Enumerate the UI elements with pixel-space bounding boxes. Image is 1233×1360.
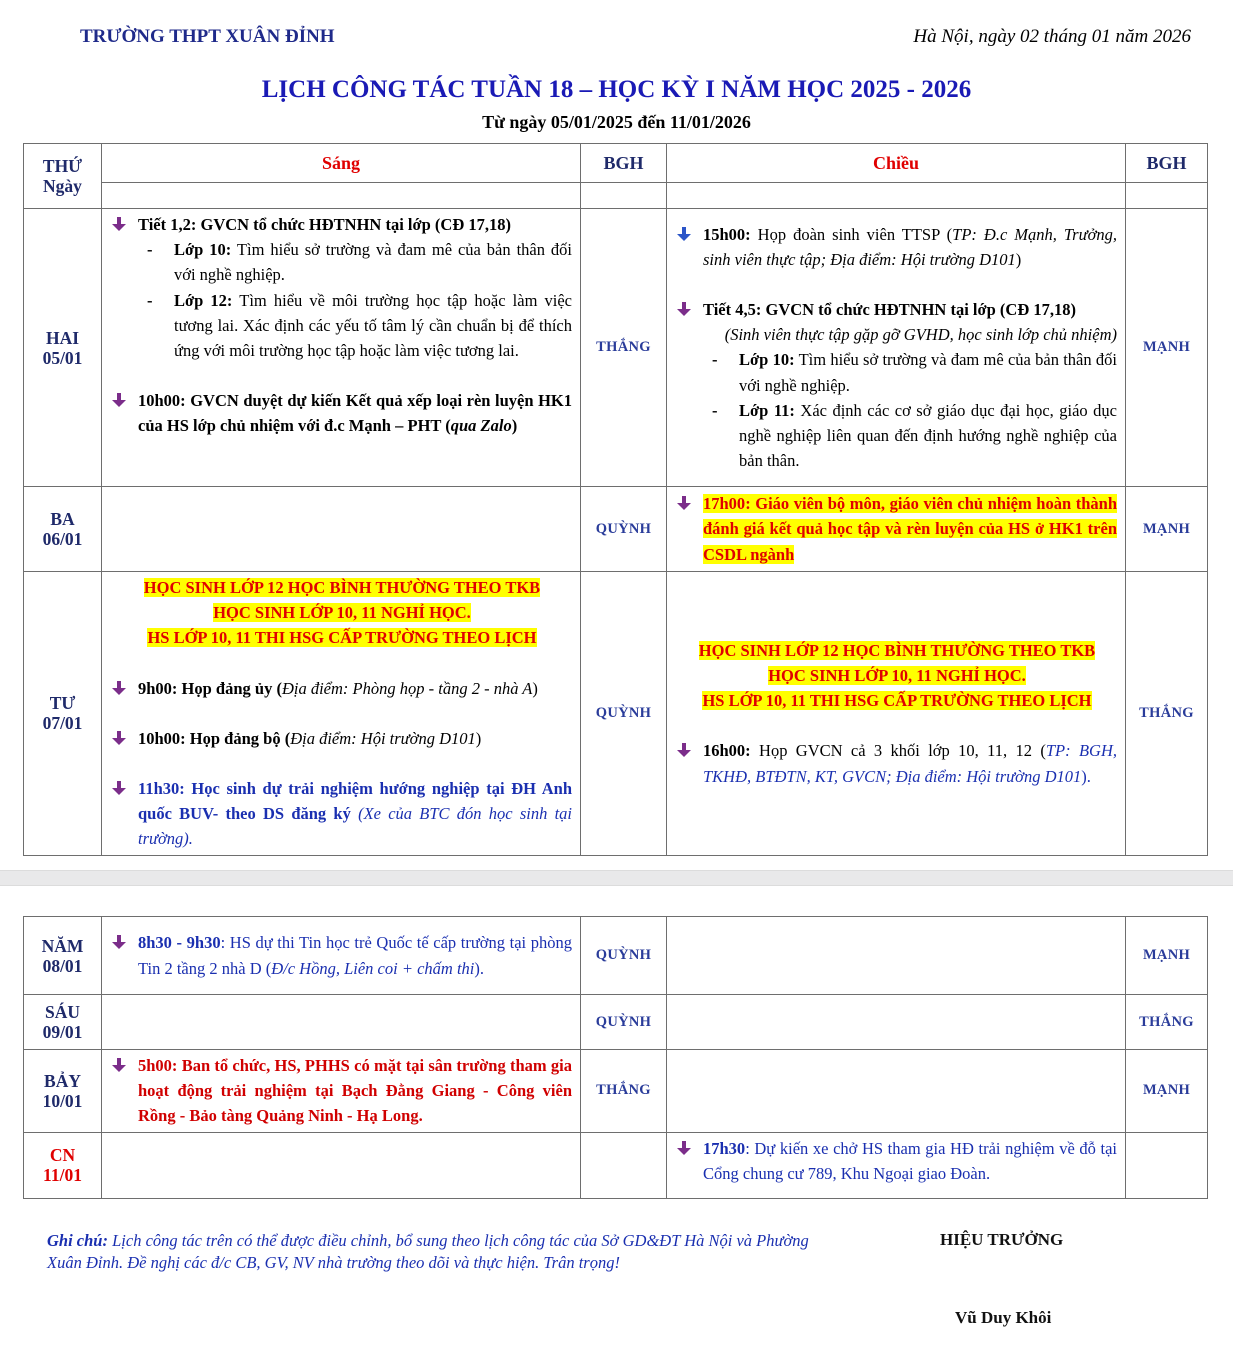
list-item: 8h30 - 9h30: HS dự thi Tin học trẻ Quốc tế cấp trường tại phòng Tin 2 tầng 2 nhà D (Đ/c Hồng, Liên coi + chấm thi). bbox=[112, 930, 572, 980]
bgh-am-thu: QUỲNH bbox=[581, 917, 667, 995]
list-item: Tiết 4,5: GVCN tổ chức HĐTNHN tại lớp (CĐ 17,18) bbox=[677, 297, 1117, 322]
bgh-pm-sat: MẠNH bbox=[1126, 1050, 1208, 1133]
table-row bbox=[24, 917, 1208, 995]
list-item: 15h00: Họp đoàn sinh viên TTSP (TP: Đ.c Mạnh, Trưởng, sinh viên thực tập; Địa điểm: Hội trường D101) bbox=[677, 222, 1117, 272]
afternoon-cell-tue bbox=[667, 487, 1126, 572]
signer-name: Vũ Duy Khôi bbox=[955, 1308, 1052, 1327]
down-arrow-icon bbox=[112, 393, 126, 407]
day-column-header bbox=[24, 144, 102, 209]
bgh-pm-sun bbox=[1126, 1132, 1208, 1198]
day-cell-mon: HAI 05/01 bbox=[24, 209, 102, 487]
day-cell-sat: BẢY 10/01 bbox=[24, 1050, 102, 1133]
note-text: Lịch công tác trên có thể được điều chỉnh, bổ sung theo lịch công tác của Sở GD&ĐT Hà Nội và Phường Xuân Đỉnh. Đề nghị các đ/c CB, GV, NV nhà trường theo dõi và thực hiện. Trân trọng! bbox=[47, 1231, 809, 1272]
announcement: HỌC SINH LỚP 10, 11 NGHỈ HỌC. bbox=[768, 666, 1026, 685]
list-item: - Lớp 12: Tìm hiểu về môi trường học tập hoặc làm việc tương lai. Xác định các yếu tố tâm lý cần chuẩn bị để thích ứng với môi trường học tập hoặc làm việc tương lai. bbox=[147, 290, 573, 361]
down-arrow-icon bbox=[677, 227, 691, 241]
footer-note bbox=[47, 1230, 817, 1274]
page-title: LỊCH CÔNG TÁC TUẦN 18 – HỌC KỲ I NĂM HỌC 2025 - 2026 bbox=[261, 76, 972, 103]
day-cell-fri: SÁU 09/01 bbox=[24, 995, 102, 1050]
down-arrow-icon bbox=[677, 743, 691, 757]
date-line: Hà Nội, ngày 02 tháng 01 năm 2026 bbox=[913, 26, 1191, 47]
bgh-am-tue: QUỲNH bbox=[581, 487, 667, 572]
list-item: - Lớp 10: Tìm hiểu sở trường và đam mê của bản thân đối với nghề nghiệp. bbox=[147, 240, 572, 285]
afternoon-cell-thu bbox=[667, 917, 1126, 995]
morning-cell-sat bbox=[102, 1050, 581, 1133]
list-item: 16h00: Họp GVCN cả 3 khối lớp 10, 11, 12 (TP: BGH, TKHĐ, BTĐTN, KT, GVCN; Địa điểm: Hội trường D101). bbox=[677, 738, 1117, 788]
note-label: Ghi chú: bbox=[47, 1231, 108, 1250]
day-cell-thu: NĂM 08/01 bbox=[24, 917, 102, 995]
bgh-pm-mon: MẠNH bbox=[1126, 209, 1208, 487]
bgh-pm-thu: MẠNH bbox=[1126, 917, 1208, 995]
school-name: TRƯỜNG THPT XUÂN ĐỈNH bbox=[80, 26, 335, 47]
table-row bbox=[24, 1132, 1208, 1198]
list-item: 10h00: Họp đảng bộ (Địa điểm: Hội trường D101) bbox=[112, 726, 572, 751]
down-arrow-icon bbox=[112, 217, 126, 231]
table-row bbox=[24, 487, 1208, 572]
morning-cell-fri bbox=[102, 995, 581, 1050]
schedule-table-bottom bbox=[23, 916, 1208, 1199]
bgh-pm-fri: THẮNG bbox=[1126, 995, 1208, 1050]
announcement: HỌC SINH LỚP 12 HỌC BÌNH THƯỜNG THEO TKB bbox=[698, 640, 1096, 660]
pm-note: (Sinh viên thực tập gặp gỡ GVHD, học sinh lớp chủ nhiệm) bbox=[724, 325, 1117, 345]
down-arrow-icon bbox=[112, 731, 126, 745]
principal-title: HIỆU TRƯỞNG bbox=[940, 1230, 1064, 1249]
schedule-table-top bbox=[23, 143, 1208, 856]
thu-label: THỨ bbox=[42, 156, 83, 176]
bgh-am-sun bbox=[581, 1132, 667, 1198]
list-item: 17h00: Giáo viên bộ môn, giáo viên chủ nhiệm hoàn thành đánh giá kết quả học tập và rèn luyện của HS ở HK1 trên CSDL ngành bbox=[677, 491, 1117, 567]
bgh-pm-wed: THẮNG bbox=[1126, 572, 1208, 856]
list-item: - Lớp 10: Tìm hiểu sở trường và đam mê của bản thân đối với nghề nghiệp. bbox=[712, 350, 1117, 395]
bgh-pm-column-header: BGH bbox=[1126, 144, 1208, 183]
list-item: 10h00: GVCN duyệt dự kiến Kết quả xếp loại rèn luyện HK1 của HS lớp chủ nhiệm với đ.c Mạnh – PHT (qua Zalo) bbox=[112, 388, 572, 438]
bgh-am-sat: THẮNG bbox=[581, 1050, 667, 1133]
list-item: 9h00: Họp đảng ủy (Địa điểm: Phòng họp - tầng 2 - nhà A) bbox=[112, 676, 572, 701]
list-item: - Lớp 11: Xác định các cơ sở giáo dục đại học, giáo dục nghề nghiệp liên quan đến định hướng nghề nghiệp của bản thân. bbox=[712, 400, 1117, 471]
list-item: Tiết 1,2: GVCN tổ chức HĐTNHN tại lớp (CĐ 17,18) bbox=[112, 212, 572, 237]
list-item: 11h30: Học sinh dự trải nghiệm hướng nghiệp tại ĐH Anh quốc BUV- theo DS đăng ký (Xe của BTC đón học sinh tại trường). bbox=[112, 776, 572, 852]
table-row bbox=[24, 572, 1208, 856]
list-item: 17h30: Dự kiến xe chở HS tham gia HĐ trải nghiệm về đỗ tại Cổng chung cư 789, Khu Ngoại giao Đoàn. bbox=[677, 1136, 1117, 1186]
bgh-am-column-header: BGH bbox=[581, 144, 667, 183]
afternoon-cell-wed bbox=[667, 572, 1126, 856]
morning-cell-tue bbox=[102, 487, 581, 572]
down-arrow-icon bbox=[112, 935, 126, 949]
ngay-label: Ngày bbox=[43, 176, 82, 196]
bgh-pm-tue: MẠNH bbox=[1126, 487, 1208, 572]
page-subtitle: Từ ngày 05/01/2025 đến 11/01/2026 bbox=[482, 112, 751, 132]
day-cell-wed: TƯ 07/01 bbox=[24, 572, 102, 856]
afternoon-cell-fri bbox=[667, 995, 1126, 1050]
afternoon-column-header: Chiều bbox=[667, 144, 1126, 183]
afternoon-cell-mon bbox=[667, 209, 1126, 487]
morning-column-header: Sáng bbox=[102, 144, 581, 183]
table-row bbox=[24, 209, 1208, 487]
bgh-am-fri: QUỲNH bbox=[581, 995, 667, 1050]
afternoon-cell-sun bbox=[667, 1132, 1126, 1198]
down-arrow-icon bbox=[677, 1141, 691, 1155]
down-arrow-icon bbox=[677, 302, 691, 316]
morning-cell-thu bbox=[102, 917, 581, 995]
list-item: 5h00: Ban tổ chức, HS, PHHS có mặt tại sân trường tham gia hoạt động trải nghiệm tại Bạch Đằng Giang - Công viên Rồng - Bảo tàng Quảng Ninh - Hạ Long. bbox=[112, 1053, 572, 1129]
announcement: HS LỚP 10, 11 THI HSG CẤP TRƯỜNG THEO LỊCH bbox=[147, 628, 537, 648]
bgh-am-wed: QUỲNH bbox=[581, 572, 667, 856]
page-divider bbox=[0, 870, 1233, 886]
announcement: HỌC SINH LỚP 10, 11 NGHỈ HỌC. bbox=[213, 603, 471, 623]
down-arrow-icon bbox=[677, 496, 691, 510]
table-row bbox=[24, 1050, 1208, 1133]
down-arrow-icon bbox=[112, 1058, 126, 1072]
announcement: HS LỚP 10, 11 THI HSG CẤP TRƯỜNG THEO LỊCH bbox=[702, 691, 1092, 711]
down-arrow-icon bbox=[112, 781, 126, 795]
table-row bbox=[24, 995, 1208, 1050]
bgh-am-mon: THẮNG bbox=[581, 209, 667, 487]
down-arrow-icon bbox=[112, 681, 126, 695]
morning-cell-wed bbox=[102, 572, 581, 856]
afternoon-cell-sat bbox=[667, 1050, 1126, 1133]
morning-cell-sun bbox=[102, 1132, 581, 1198]
day-cell-tue: BA 06/01 bbox=[24, 487, 102, 572]
morning-cell-mon bbox=[102, 209, 581, 487]
day-cell-sun: CN 11/01 bbox=[24, 1132, 102, 1198]
announcement: HỌC SINH LỚP 12 HỌC BÌNH THƯỜNG THEO TKB bbox=[143, 578, 541, 597]
